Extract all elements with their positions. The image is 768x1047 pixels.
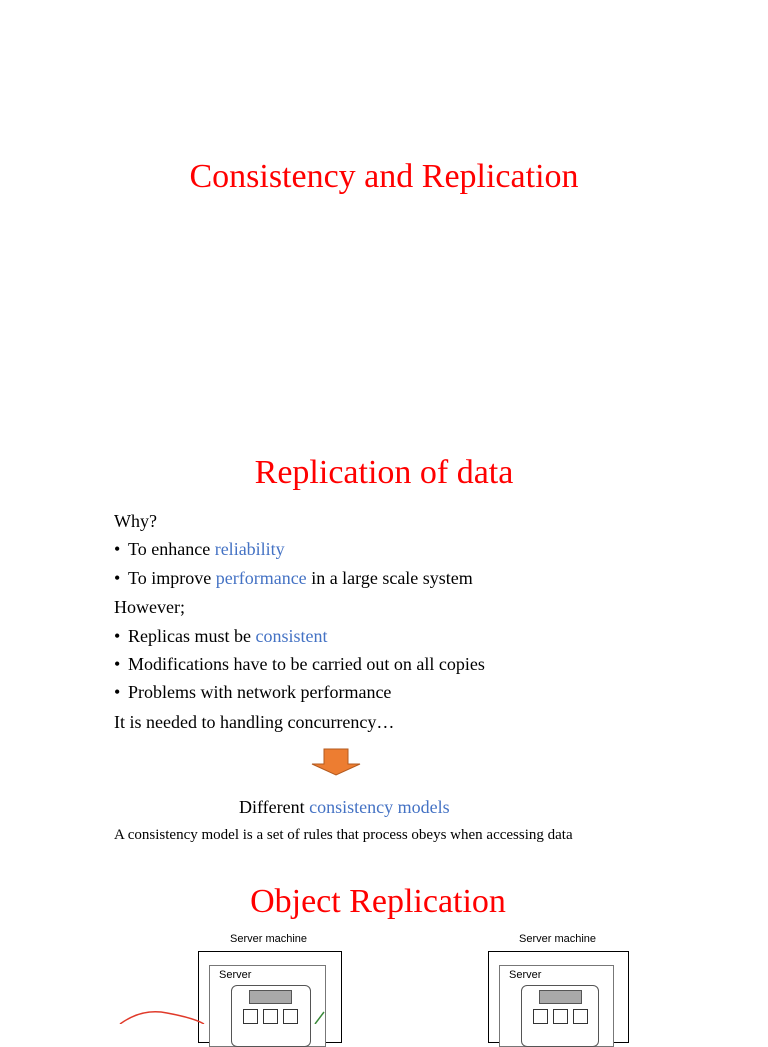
slide-title-consistency: Consistency and Replication [189, 158, 579, 195]
different-prefix: Different [239, 797, 310, 817]
bullet-text: To improve [128, 568, 216, 588]
method-square [573, 1009, 588, 1024]
bullet-text: Problems with network performance [128, 682, 392, 702]
slide-title-object-replication: Object Replication [250, 883, 506, 920]
server-machine-label: Server machine [230, 933, 308, 945]
object-state-bar [249, 990, 292, 1004]
method-square [553, 1009, 568, 1024]
server-label: Server [509, 969, 542, 981]
why-label: Why? [114, 511, 157, 531]
bullet-text: To enhance [128, 539, 215, 559]
server-machine-box [198, 951, 342, 1043]
server-machine-box [488, 951, 629, 1043]
bullet-highlight: consistent [255, 626, 328, 646]
server-box [499, 965, 614, 1047]
server-machine-label: Server machine [519, 933, 597, 945]
bullet-suffix: in a large scale system [306, 568, 473, 588]
consistency-model-definition: A consistency model is a set of rules that process obeys when accessing data [114, 827, 573, 843]
concurrency-text: It is needed to handling concurrency… [114, 712, 395, 732]
bullet-dot: • [114, 654, 121, 674]
bullet-dot: • [114, 568, 121, 588]
bullet-dot: • [114, 539, 121, 559]
server-label: Server [219, 969, 252, 981]
slide-title-replication-of-data: Replication of data [254, 454, 514, 491]
bullet-highlight: reliability [214, 539, 285, 559]
server-box [209, 965, 326, 1047]
object-box [231, 985, 311, 1047]
bullet-highlight: performance [215, 568, 307, 588]
however-label: However; [114, 597, 185, 617]
method-square [533, 1009, 548, 1024]
client-ellipse-shape [112, 1010, 207, 1024]
method-square [283, 1009, 298, 1024]
bullet-dot: • [114, 626, 121, 646]
bullet-text: Replicas must be [128, 626, 256, 646]
consistency-models-highlight: consistency models [309, 797, 450, 817]
bullet-dot: • [114, 682, 121, 702]
object-box [521, 985, 599, 1047]
method-square [243, 1009, 258, 1024]
object-state-bar [539, 990, 582, 1004]
bullet-text: Modifications have to be carried out on all copies [128, 654, 485, 674]
connector-mark [312, 1010, 328, 1024]
method-square [263, 1009, 278, 1024]
